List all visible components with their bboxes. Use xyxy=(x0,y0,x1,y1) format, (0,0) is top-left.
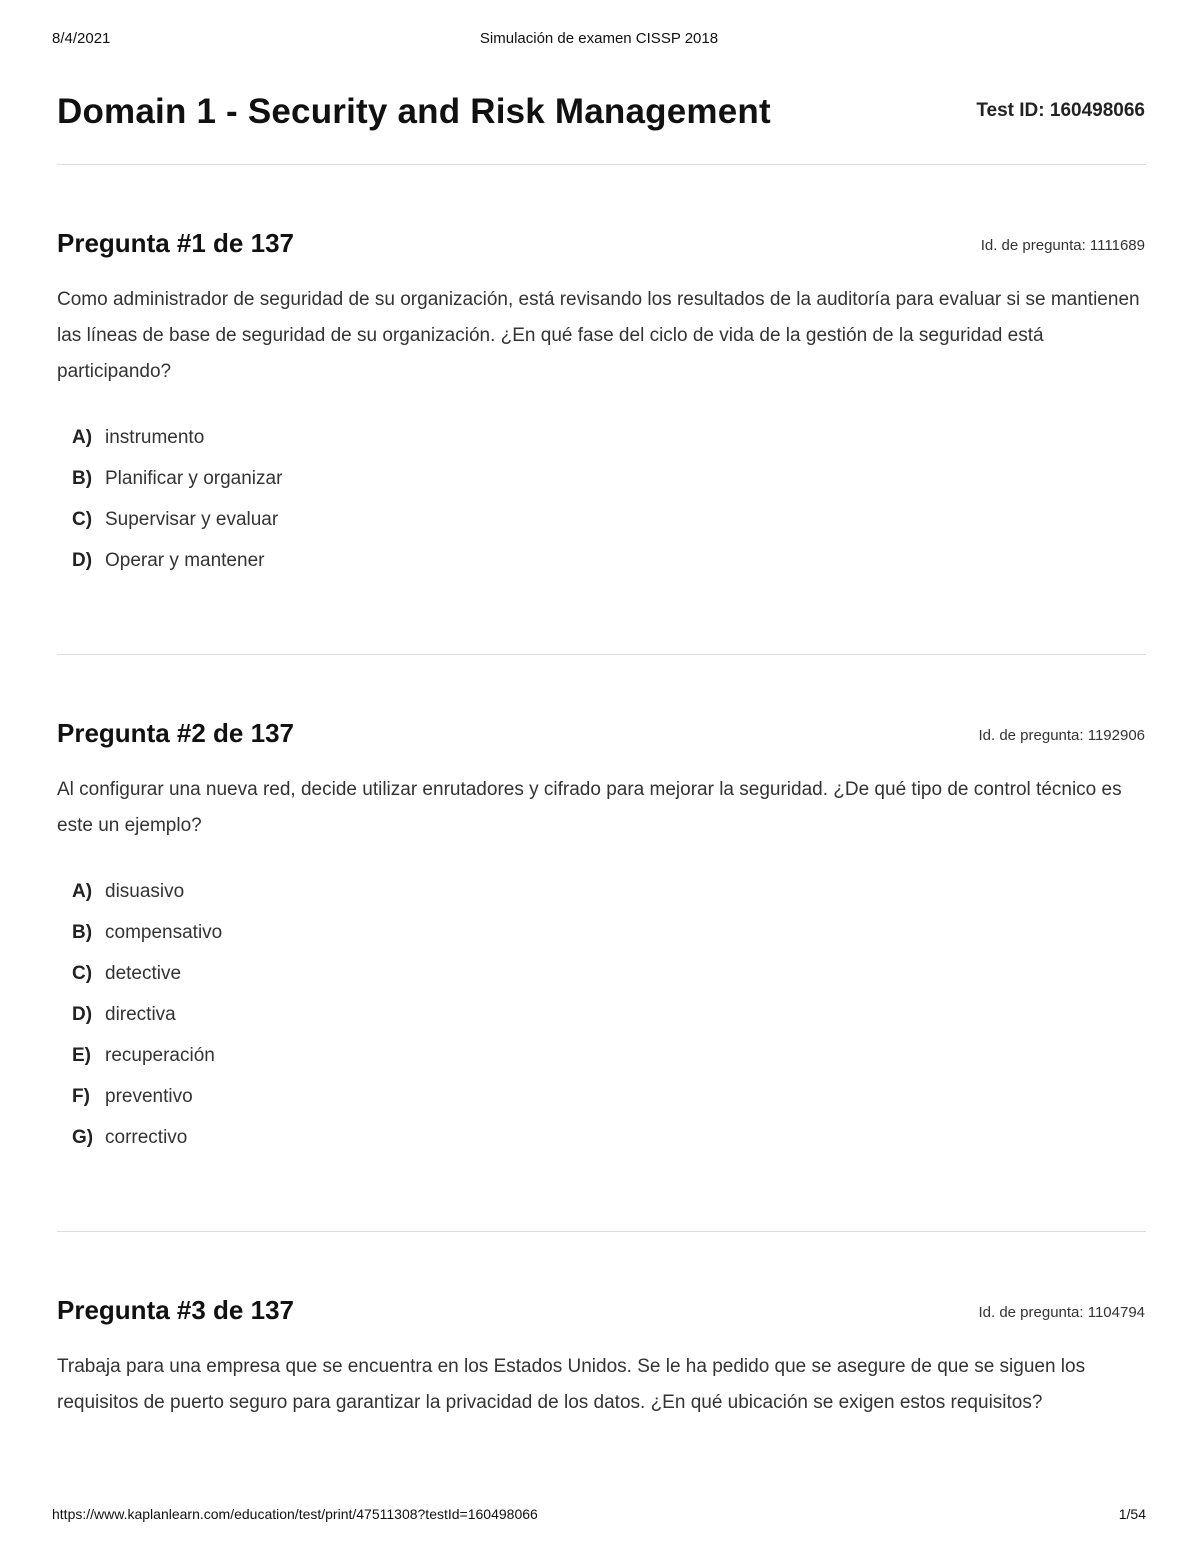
option-letter: E) xyxy=(72,1045,91,1066)
question-1 xyxy=(57,228,1145,591)
option-letter: B) xyxy=(72,468,93,489)
divider xyxy=(57,654,1146,655)
question-header xyxy=(57,718,1145,752)
option-letter: C) xyxy=(72,509,93,530)
option-text: compensativo xyxy=(105,922,223,943)
option-text: Supervisar y evaluar xyxy=(105,509,279,530)
option-letter: A) xyxy=(72,881,93,902)
divider xyxy=(57,1231,1146,1232)
option-text: instrumento xyxy=(105,427,205,448)
print-date: 8/4/2021 xyxy=(52,30,111,47)
question-3 xyxy=(57,1295,1145,1421)
answer-option-c xyxy=(72,963,1145,1004)
answer-options xyxy=(57,881,1145,1168)
print-url: https://www.kaplanlearn.com/education/test/print/47511308?testId=160498066 xyxy=(52,1506,538,1522)
question-text: Trabaja para una empresa que se encuentra en los Estados Unidos. Se le ha pedido que se asegure de que se siguen los requisitos de puerto seguro para garantizar la privacidad de los datos. ¿En qué ubicación se exigen estos requisitos? xyxy=(57,1356,1086,1413)
option-text: detective xyxy=(105,963,182,984)
question-id: Id. de pregunta: 1192906 xyxy=(978,727,1145,744)
page-number: 1/54 xyxy=(1118,1506,1146,1522)
answer-option-c xyxy=(72,509,1145,550)
test-id: Test ID: 160498066 xyxy=(976,100,1145,121)
option-letter: A) xyxy=(72,427,93,448)
answer-option-a xyxy=(72,881,1145,922)
question-title: Pregunta #3 de 137 xyxy=(57,1295,294,1325)
question-id: Id. de pregunta: 1111689 xyxy=(980,237,1145,254)
print-document-title: Simulación de examen CISSP 2018 xyxy=(479,30,719,47)
question-title: Pregunta #1 de 137 xyxy=(57,228,294,258)
option-text: recuperación xyxy=(105,1045,215,1066)
print-footer xyxy=(52,1506,1146,1526)
option-text: Operar y mantener xyxy=(105,550,265,571)
answer-option-e xyxy=(72,1045,1145,1086)
option-text: disuasivo xyxy=(105,881,185,902)
option-letter: D) xyxy=(72,1004,93,1025)
option-letter: F) xyxy=(72,1086,90,1107)
page-title: Domain 1 - Security and Risk Management xyxy=(57,92,771,131)
question-id: Id. de pregunta: 1104794 xyxy=(978,1304,1145,1321)
question-text: Al configurar una nueva red, decide utilizar enrutadores y cifrado para mejorar la seguridad. ¿De qué tipo de control técnico es este un ejemplo? xyxy=(57,779,1122,836)
question-title: Pregunta #2 de 137 xyxy=(57,718,294,748)
answer-option-a xyxy=(72,427,1145,468)
question-header xyxy=(57,1295,1145,1329)
page-header xyxy=(57,88,1145,142)
option-letter: G) xyxy=(72,1127,94,1148)
option-text: preventivo xyxy=(105,1086,193,1107)
answer-option-d xyxy=(72,550,1145,591)
answer-option-b xyxy=(72,468,1145,509)
print-header xyxy=(52,30,1146,50)
question-text: Como administrador de seguridad de su organización, está revisando los resultados de la auditoría para evaluar si se mantienen las líneas de base de seguridad de su organización. ¿En qué fase del ciclo de vida de la gestión de la seguridad está participando? xyxy=(57,289,1140,382)
answer-option-f xyxy=(72,1086,1145,1127)
option-text: Planificar y organizar xyxy=(105,468,283,489)
answer-option-d xyxy=(72,1004,1145,1045)
option-letter: B) xyxy=(72,922,93,943)
answer-options xyxy=(57,427,1145,591)
question-header xyxy=(57,228,1145,262)
option-text: correctivo xyxy=(105,1127,188,1148)
option-letter: D) xyxy=(72,550,93,571)
option-text: directiva xyxy=(105,1004,176,1025)
answer-option-g xyxy=(72,1127,1145,1168)
answer-option-b xyxy=(72,922,1145,963)
option-letter: C) xyxy=(72,963,93,984)
question-2 xyxy=(57,718,1145,1168)
divider xyxy=(57,164,1146,165)
